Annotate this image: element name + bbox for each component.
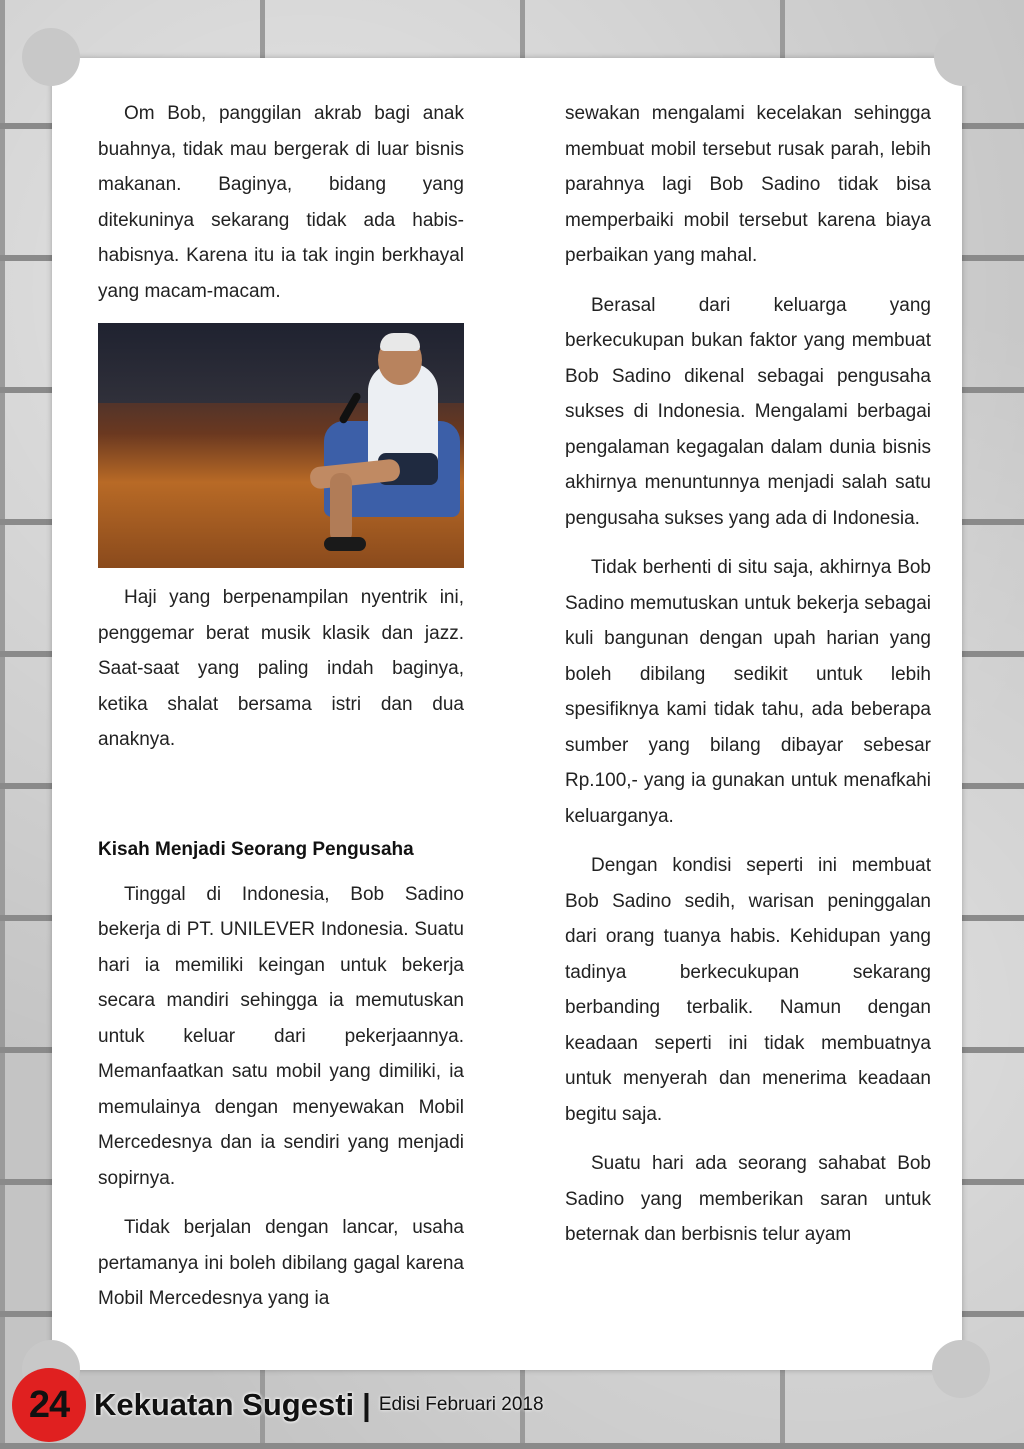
- right-column: [565, 96, 931, 1267]
- footer-separator: |: [362, 1387, 371, 1422]
- section-heading: Kisah Menjadi Seorang Pengusaha: [98, 838, 414, 860]
- paragraph: Om Bob, panggilan akrab bagi anak buahnya, tidak mau bergerak di luar bisnis makanan. Baginya, bidang yang ditekuninya sekarang tidak ada habis-habisnya. Karena itu ia tak ingin berkhayal yang macam-macam.: [98, 103, 464, 302]
- edition-label: Edisi Februari 2018: [378, 1394, 544, 1415]
- paragraph: Tinggal di Indonesia, Bob Sadino bekerja di PT. UNILEVER Indonesia. Suatu hari ia memiliki keingan untuk bekerja secara mandiri sehingga ia memutuskan untuk keluar dari pekerjaannya. Memanfaatkan satu mobil yang dimiliki, ia memulainya dengan menyewakan Mobil Mercedesnya dan ia sendiri yang menjadi sopirnya.: [98, 883, 464, 1189]
- paragraph: Tidak berhenti di situ saja, akhirnya Bob Sadino memutuskan untuk bekerja sebagai kuli bangunan dengan upah harian yang boleh dibilang sedikit untuk lebih spesifiknya kami tidak tahu, ada beberapa sumber yang bilang dibayar sebesar Rp.100,- yang ia gunakan untuk menafkahi keluarganya.: [565, 557, 931, 827]
- page-number: 24: [12, 1368, 86, 1442]
- photo-shin: [330, 473, 352, 543]
- paragraph: Tidak berjalan dengan lancar, usaha pertamanya ini boleh dibilang gagal karena Mobil Mercedesnya yang ia: [98, 1217, 464, 1309]
- paper-corner-decoration: [932, 1340, 990, 1398]
- photo-shoe: [324, 537, 366, 551]
- paragraph: Berasal dari keluarga yang berkecukupan bukan faktor yang membuat Bob Sadino dikenal sebagai pengusaha sukses di Indonesia. Mengalami berbagai pengalaman kegagalan dalam dunia bisnis akhirnya menuntunnya menjadi salah satu pengusaha sukses yang ada di Indonesia.: [565, 294, 931, 529]
- bob-sadino-photo: [98, 323, 464, 568]
- paragraph: Suatu hari ada seorang sahabat Bob Sadino yang memberikan saran untuk beternak dan berbisnis telur ayam: [565, 1153, 931, 1245]
- spacer: [98, 772, 464, 832]
- page-footer: [12, 1366, 544, 1444]
- photo-hair: [380, 333, 420, 351]
- paragraph: sewakan mengalami kecelakan sehingga membuat mobil tersebut rusak parah, lebih parahnya lagi Bob Sadino tidak bisa memperbaiki mobil tersebut karena biaya perbaikan yang mahal.: [565, 103, 931, 266]
- magazine-title: Kekuatan Sugesti: [94, 1387, 355, 1422]
- left-column: [98, 96, 464, 1331]
- paragraph: Dengan kondisi seperti ini membuat Bob Sadino sedih, warisan peninggalan dari orang tuanya habis. Kehidupan yang tadinya berkecukupan sekarang berbanding terbalik. Namun dengan keadaan seperti ini tidak membuatnya untuk menyerah dan menerima keadaan begitu saja.: [565, 855, 931, 1125]
- paragraph: Haji yang berpenampilan nyentrik ini, penggemar berat musik klasik dan jazz. Saat-saat yang paling indah baginya, ketika shalat bersama istri dan dua anaknya.: [98, 587, 464, 750]
